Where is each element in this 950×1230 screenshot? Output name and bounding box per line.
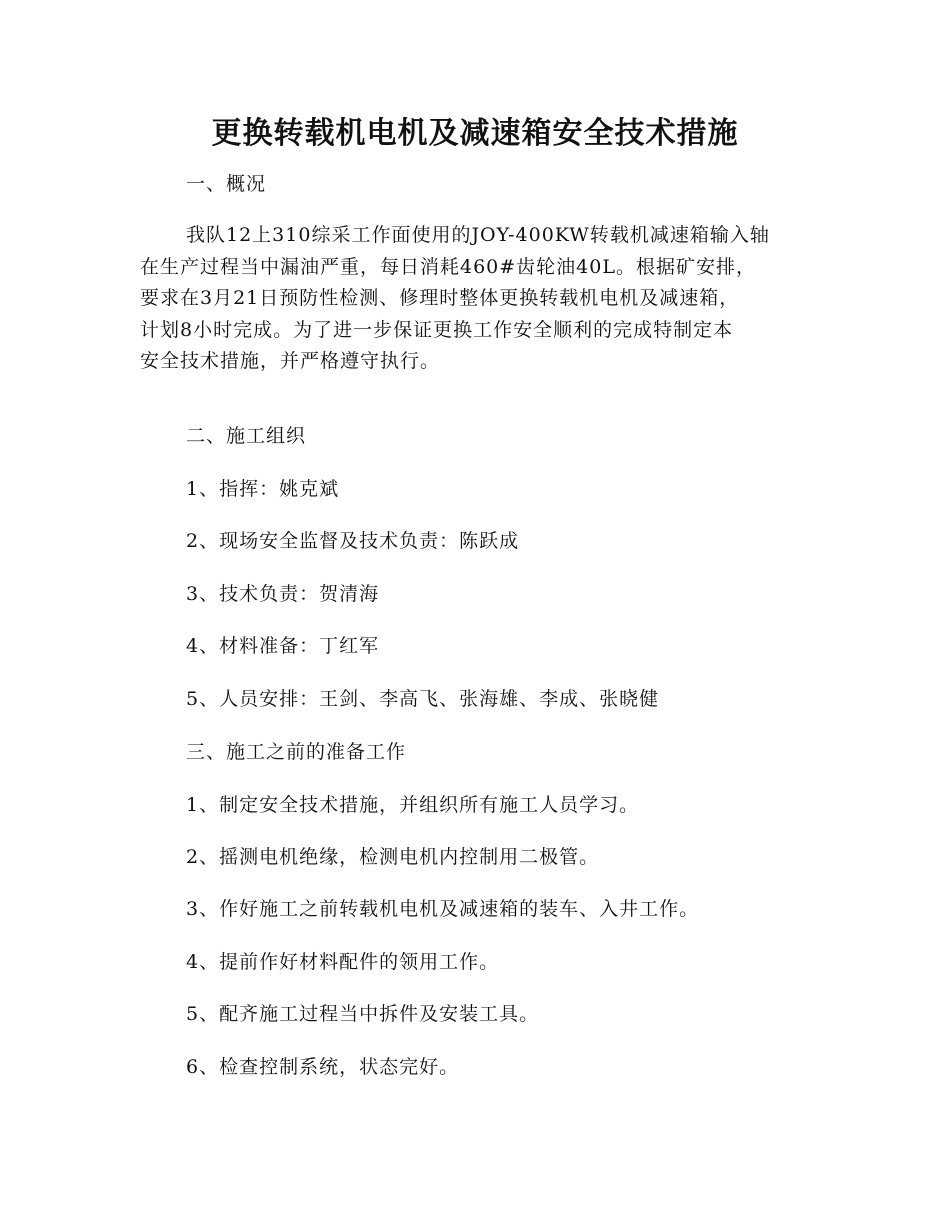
document-title: 更换转载机电机及减速箱安全技术措施 (211, 116, 739, 151)
list-item-commander: 1、指挥：姚克斌 (186, 478, 340, 500)
section-heading-organization: 二、施工组织 (186, 425, 307, 447)
list-item-safety-supervisor: 2、现场安全监督及技术负责：陈跃成 (186, 530, 520, 552)
list-item-prep-4: 4、提前作好材料配件的领用工作。 (186, 951, 500, 973)
section-heading-overview: 一、概况 (186, 173, 267, 195)
list-item-technical-lead: 3、技术负责：贺清海 (186, 583, 380, 605)
list-item-prep-5: 5、配齐施工过程当中拆件及安装工具。 (186, 1003, 540, 1025)
list-item-prep-1: 1、制定安全技术措施，并组织所有施工人员学习。 (186, 794, 640, 816)
paragraph-line: 要求在3月21日预防性检测、修理时整体更换转载机电机及减速箱， (140, 287, 740, 309)
section-heading-preparation: 三、施工之前的准备工作 (186, 741, 407, 763)
paragraph-line: 我队12上310综采工作面使用的JOY-400KW转载机减速箱输入轴 (186, 224, 770, 246)
paragraph-line: 计划8小时完成。为了进一步保证更换工作安全顺利的完成特制定本 (140, 318, 734, 341)
paragraph-line: 安全技术措施，并严格遵守执行。 (140, 350, 441, 372)
list-item-prep-6: 6、检查控制系统，状态完好。 (186, 1056, 460, 1078)
list-item-prep-3: 3、作好施工之前转载机电机及减速箱的装车、入井工作。 (186, 898, 700, 920)
list-item-personnel: 5、人员安排：王剑、李高飞、张海雄、李成、张晓健 (186, 688, 660, 710)
list-item-materials: 4、材料准备：丁红军 (186, 635, 380, 657)
overview-paragraph (140, 220, 812, 378)
paragraph-line: 在生产过程当中漏油严重，每日消耗460#齿轮油40L。根据矿安排， (140, 255, 756, 278)
list-item-prep-2: 2、摇测电机绝缘，检测电机内控制用二极管。 (186, 846, 600, 868)
